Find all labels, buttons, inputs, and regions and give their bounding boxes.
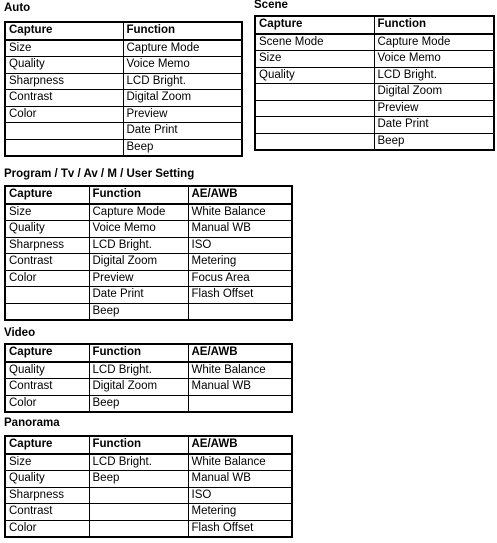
table-cell: White Balance [188, 454, 292, 471]
table-cell: ISO [188, 237, 292, 254]
table-cell [89, 504, 188, 521]
table-cell [255, 100, 374, 117]
table-header-row [5, 22, 242, 40]
table-row [5, 237, 292, 254]
column-header: Capture [5, 22, 123, 40]
table-cell: Quality [5, 471, 89, 488]
table-row [255, 84, 494, 101]
table-cell [5, 303, 89, 320]
column-header: Capture [5, 186, 89, 204]
table-cell: Manual WB [188, 379, 292, 396]
section-scene [254, 0, 495, 151]
menu-table-scene [254, 15, 495, 151]
table-cell: Metering [188, 254, 292, 271]
table-cell: Beep [89, 303, 188, 320]
table-cell [255, 84, 374, 101]
table-cell: Size [255, 51, 374, 68]
table-cell: Preview [89, 270, 188, 287]
table-cell [188, 395, 292, 412]
column-header: AE/AWB [188, 186, 292, 204]
table-cell: Contrast [5, 90, 123, 107]
table-row [5, 471, 292, 488]
table-cell: Voice Memo [123, 57, 242, 74]
table-row [5, 204, 292, 221]
table-cell: Beep [123, 139, 242, 156]
menu-table-video [4, 343, 293, 413]
table-row [5, 395, 292, 412]
table-cell: Voice Memo [374, 51, 494, 68]
column-header: Capture [5, 344, 89, 362]
table-header-row [255, 16, 494, 34]
table-row [5, 270, 292, 287]
table-row [5, 221, 292, 238]
table-cell: White Balance [188, 204, 292, 221]
table-cell: ISO [188, 487, 292, 504]
column-header: Function [123, 22, 242, 40]
table-row [255, 100, 494, 117]
table-cell [89, 487, 188, 504]
table-cell: Quality [5, 57, 123, 74]
table-cell: Beep [374, 133, 494, 150]
table-cell: Quality [5, 362, 89, 379]
table-row [255, 117, 494, 134]
table-cell: Date Print [123, 123, 242, 140]
table-row [5, 73, 242, 90]
table-cell [5, 287, 89, 304]
table-row [5, 520, 292, 537]
table-cell: Focus Area [188, 270, 292, 287]
table-row [5, 40, 242, 57]
table-cell [5, 123, 123, 140]
table-cell: Digital Zoom [374, 84, 494, 101]
section-program [4, 168, 293, 321]
table-header-row [5, 436, 292, 454]
table-row [5, 487, 292, 504]
table-cell: Contrast [5, 379, 89, 396]
table-cell: Preview [123, 106, 242, 123]
table-cell: Size [5, 204, 89, 221]
table-cell: Contrast [5, 254, 89, 271]
table-row [5, 106, 242, 123]
table-row [5, 454, 292, 471]
section-title: Auto [4, 2, 31, 14]
section-title: Program / Tv / Av / M / User Setting [4, 168, 195, 180]
section-auto [4, 2, 243, 157]
table-cell: Capture Mode [89, 204, 188, 221]
table-header-row [5, 344, 292, 362]
table-cell: Digital Zoom [89, 379, 188, 396]
table-cell [188, 303, 292, 320]
table-cell: Color [5, 395, 89, 412]
table-cell [255, 117, 374, 134]
table-cell: LCD Bright. [89, 237, 188, 254]
table-cell: Metering [188, 504, 292, 521]
table-cell: Beep [89, 471, 188, 488]
table-cell: Manual WB [188, 471, 292, 488]
table-row [5, 362, 292, 379]
table-row [5, 504, 292, 521]
table-row [255, 133, 494, 150]
table-cell: Manual WB [188, 221, 292, 238]
column-header: Function [89, 344, 188, 362]
table-row [255, 51, 494, 68]
column-header: Function [374, 16, 494, 34]
table-cell: Quality [5, 221, 89, 238]
section-title: Video [4, 327, 36, 339]
column-header: AE/AWB [188, 344, 292, 362]
section-panorama [4, 417, 293, 538]
table-cell: LCD Bright. [123, 73, 242, 90]
menu-table-auto [4, 21, 243, 157]
table-cell: Contrast [5, 504, 89, 521]
table-cell: Beep [89, 395, 188, 412]
table-cell [255, 133, 374, 150]
table-cell: Sharpness [5, 73, 123, 90]
table-row [5, 90, 242, 107]
table-row [5, 57, 242, 74]
table-cell: Color [5, 106, 123, 123]
table-row [255, 67, 494, 84]
table-cell: Digital Zoom [89, 254, 188, 271]
table-cell: Date Print [89, 287, 188, 304]
column-header: Function [89, 436, 188, 454]
table-cell: Scene Mode [255, 34, 374, 51]
table-cell: Quality [255, 67, 374, 84]
table-cell: Capture Mode [374, 34, 494, 51]
table-cell: Preview [374, 100, 494, 117]
table-cell: Capture Mode [123, 40, 242, 57]
column-header: Capture [255, 16, 374, 34]
table-cell: Flash Offset [188, 287, 292, 304]
table-row [5, 254, 292, 271]
table-row [5, 139, 242, 156]
table-cell: Date Print [374, 117, 494, 134]
table-cell: LCD Bright. [374, 67, 494, 84]
menu-table-program [4, 185, 293, 321]
column-header: Function [89, 186, 188, 204]
table-cell: Color [5, 520, 89, 537]
table-row [5, 379, 292, 396]
column-header: AE/AWB [188, 436, 292, 454]
menu-table-panorama [4, 435, 293, 538]
section-title: Scene [254, 0, 288, 11]
table-cell: Digital Zoom [123, 90, 242, 107]
table-row [255, 34, 494, 51]
table-cell [5, 139, 123, 156]
table-cell: Size [5, 454, 89, 471]
table-cell: Flash Offset [188, 520, 292, 537]
table-cell: Sharpness [5, 487, 89, 504]
table-cell: Color [5, 270, 89, 287]
table-row [5, 303, 292, 320]
table-cell: LCD Bright. [89, 454, 188, 471]
table-cell: Sharpness [5, 237, 89, 254]
table-cell [89, 520, 188, 537]
table-cell: Size [5, 40, 123, 57]
table-cell: LCD Bright. [89, 362, 188, 379]
table-header-row [5, 186, 292, 204]
table-row [5, 287, 292, 304]
section-video [4, 327, 293, 413]
section-title: Panorama [4, 417, 60, 429]
table-cell: White Balance [188, 362, 292, 379]
column-header: Capture [5, 436, 89, 454]
table-row [5, 123, 242, 140]
table-cell: Voice Memo [89, 221, 188, 238]
